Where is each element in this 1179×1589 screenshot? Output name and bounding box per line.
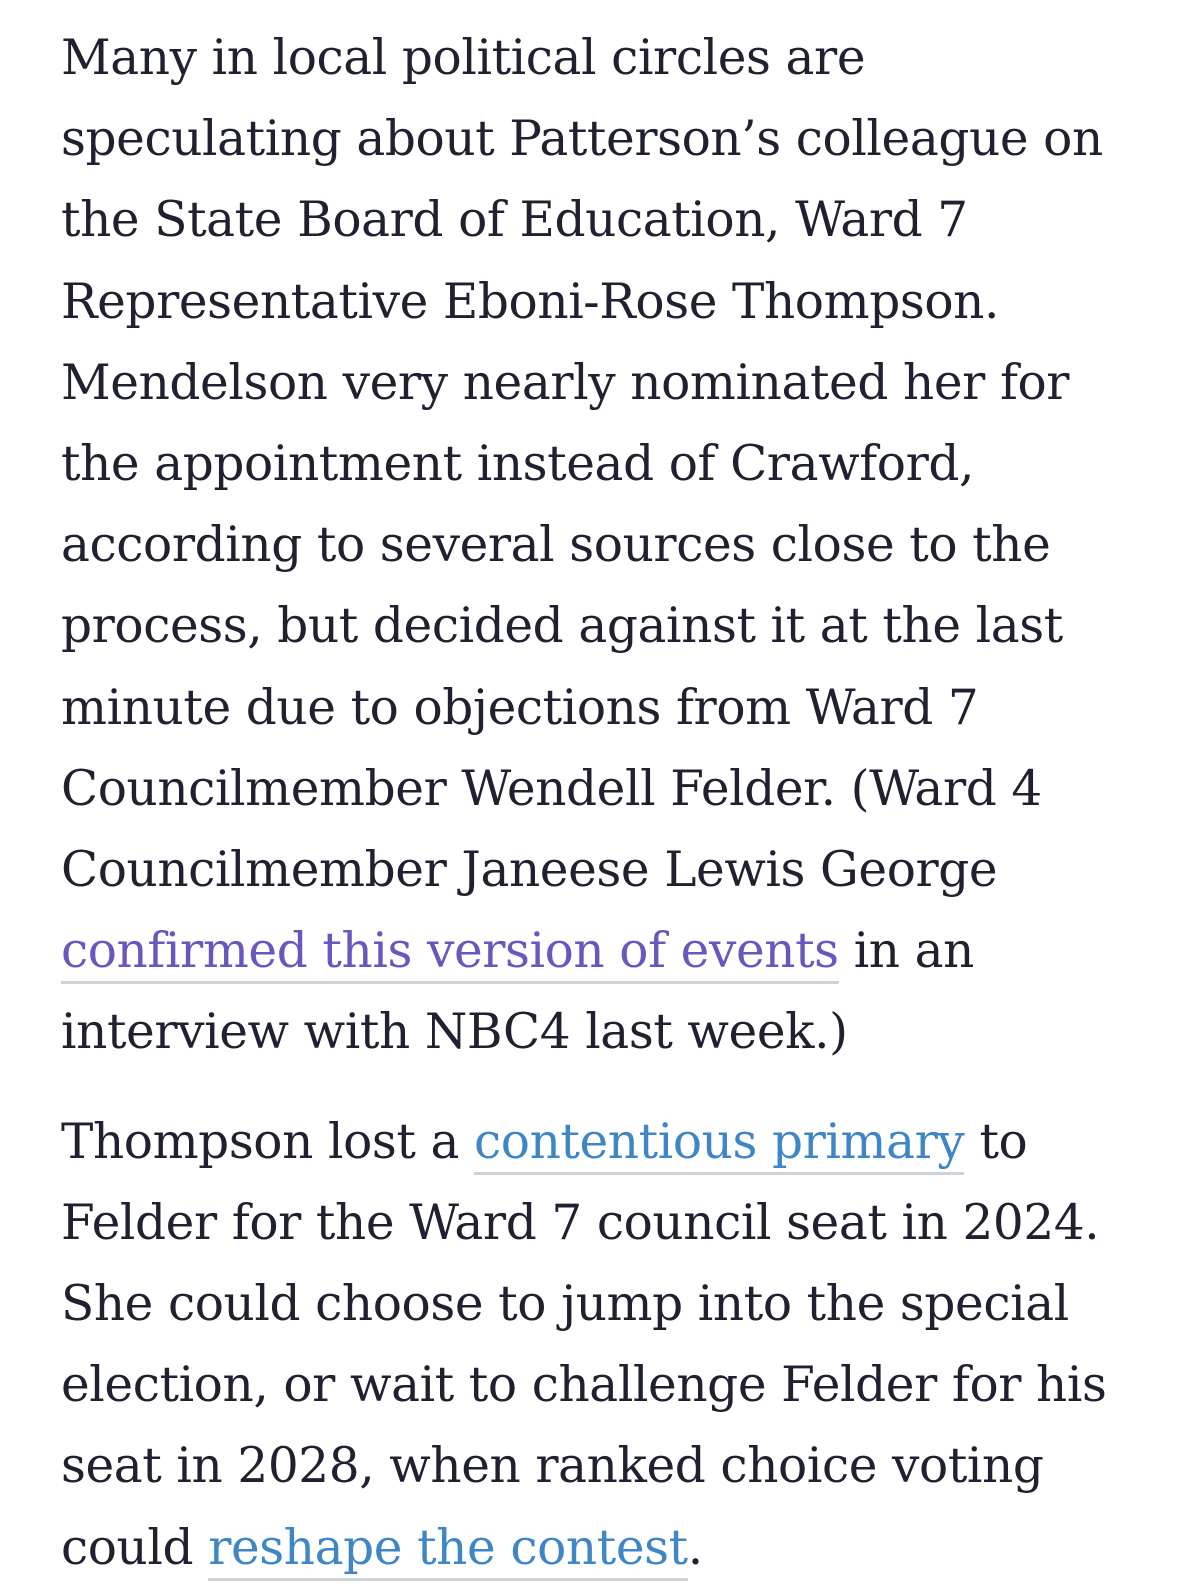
reshape-the-contest-link[interactable]: reshape the contest [208,1520,688,1581]
article-paragraph [61,18,1141,1074]
article-paragraph [61,1102,1141,1589]
confirmed-version-of-events-link[interactable]: confirmed this version of events [61,923,839,984]
contentious-primary-link[interactable]: contentious primary [474,1114,964,1175]
paragraph-text: Thompson lost a [61,1113,475,1170]
article-body [61,18,1141,1589]
paragraph-text: . [687,1519,703,1576]
paragraph-text: to Felder for the Ward 7 council seat in 2024. She could choose to jump into the special election, or wait to challenge Felder for his seat in 2028, when ranked choice voting could [61,1113,1107,1576]
paragraph-text: Many in local political circles are speculating about Patterson’s colleague on the State Board of Education, Ward 7 Representative Eboni-Rose Thompson. Mendelson very nearly nominated her for the appointment instead of Crawford, according to several sources close to the process, but decided against it at the last minute due to objections from Ward 7 Councilmember Wendell Felder. (Ward 4 Councilmember Janeese Lewis George [61,30,1103,899]
paragraph-text: in an interview with NBC4 last week.) [61,923,975,1061]
